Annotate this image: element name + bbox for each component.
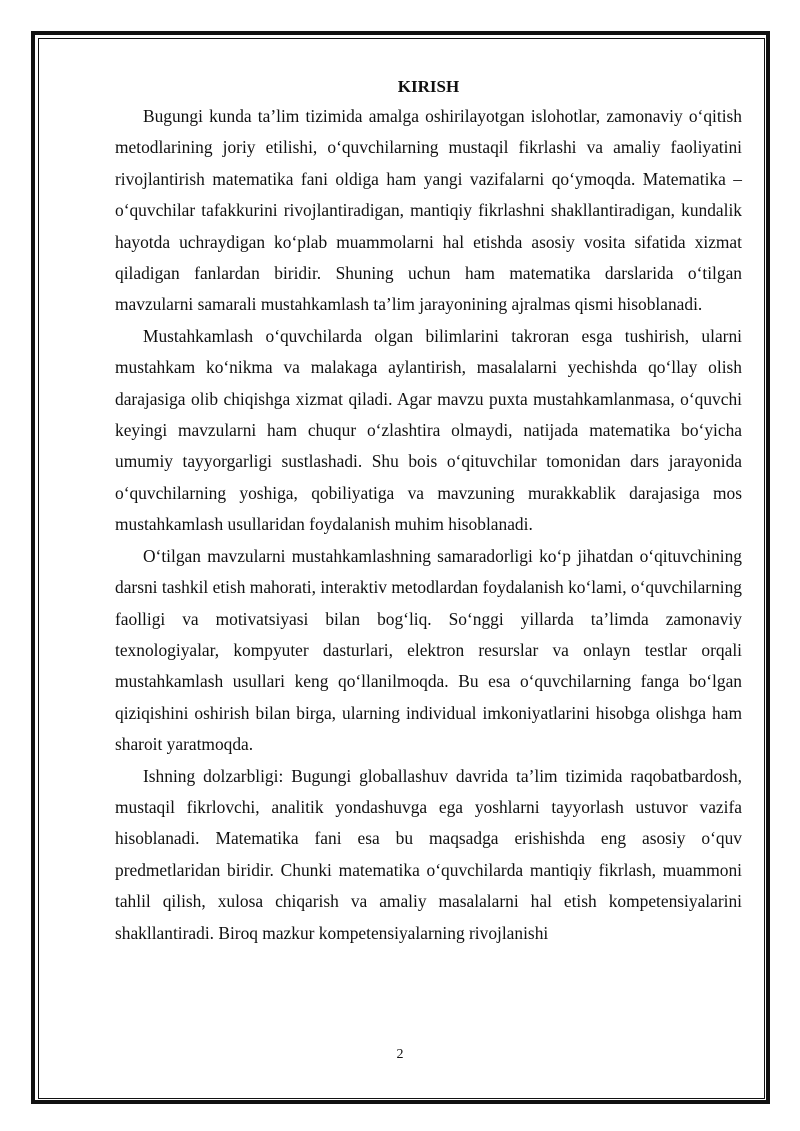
- page-number: 2: [396, 1047, 404, 1062]
- section-title: KIRISH: [397, 77, 460, 96]
- paragraph-effectiveness: O‘tilgan mavzularni mustahkamlashning samaradorligi ko‘p jihatdan o‘qituvchining darsni tashkil etish mahorati, interaktiv metodlardan foydalanish ko‘lami, o‘quvchilarning faolligi va motivatsiyasi bilan bog‘liq. So‘nggi yillarda ta’limda zamonaviy texnologiyalar, kompyuter dasturlari, elektron resurslar va onlayn testlar orqali mustahkamlash usullari keng qo‘llanilmoqda. Bu esa o‘quvchilarning fanga bo‘lgan qiziqishini oshirish bilan birga, ularning individual imkoniyatlarini hisobga olishga ham sharoit yaratmoqda.: [115, 545, 742, 755]
- paragraph-relevance: Ishning dolzarbligi: Bugungi globallashuv davrida ta’lim tizimida raqobatbardosh, mustaqil fikrlovchi, analitik yondashuvga ega yoshlarni tayyorlash ustuvor vazifa hisoblanadi. Matematika fani esa bu maqsadga erishishda eng asosiy o‘quv predmetlaridan biridir. Chunki matematika o‘quvchilarda mantiqiy fikrlash, muammoni tahlil qilish, xulosa chiqarish va amaliy masalalarni hal etish kompetensiyalarini shakllantiradi. Biroq mazkur kompetensiyalarning rivojlanishi: [115, 765, 742, 943]
- paragraph-consolidation: Mustahkamlash o‘quvchilarda olgan bilimlarini takroran esga tushirish, ularni mustahkam ko‘nikma va malakaga aylantirish, masalalarni yechishda qo‘llay olish darajasiga olib chiqishga xizmat qiladi. Agar mavzu puxta mustahkamlanmasa, o‘quvchi keyingi mavzularni ham chuqur o‘zlashtira olmaydi, natijada matematika bo‘yicha umumiy tayyorgarligi sustlashadi. Shu bois o‘qituvchilar tomonidan dars jarayonida o‘quvchilarning yoshiga, qobiliyatiga va mavzuning murakkablik darajasiga mos mustahkamlash usullaridan foydalanish muhim hisoblanadi.: [115, 325, 742, 535]
- document-body: [115, 74, 742, 949]
- paragraph-intro: Bugungi kunda ta’lim tizimida amalga oshirilayotgan islohotlar, zamonaviy o‘qitish metodlarining joriy etilishi, o‘quvchilarning mustaqil fikrlashi va amaliy faoliyatini rivojlantirish matematika fani oldiga ham yangi vazifalarni qo‘ymoqda. Matematika – o‘quvchilar tafakkurini rivojlantiradigan, mantiqiy fikrlashni shakllantiradigan, kundalik hayotda uchraydigan ko‘plab muammolarni hal etishda asosiy vosita sifatida xizmat qiladigan fanlardan biridir. Shuning uchun ham matematika darslarida o‘tilgan mavzularni samarali mustahkamlash ta’lim jarayonining ajralmas qismi hisoblanadi.: [115, 106, 742, 315]
